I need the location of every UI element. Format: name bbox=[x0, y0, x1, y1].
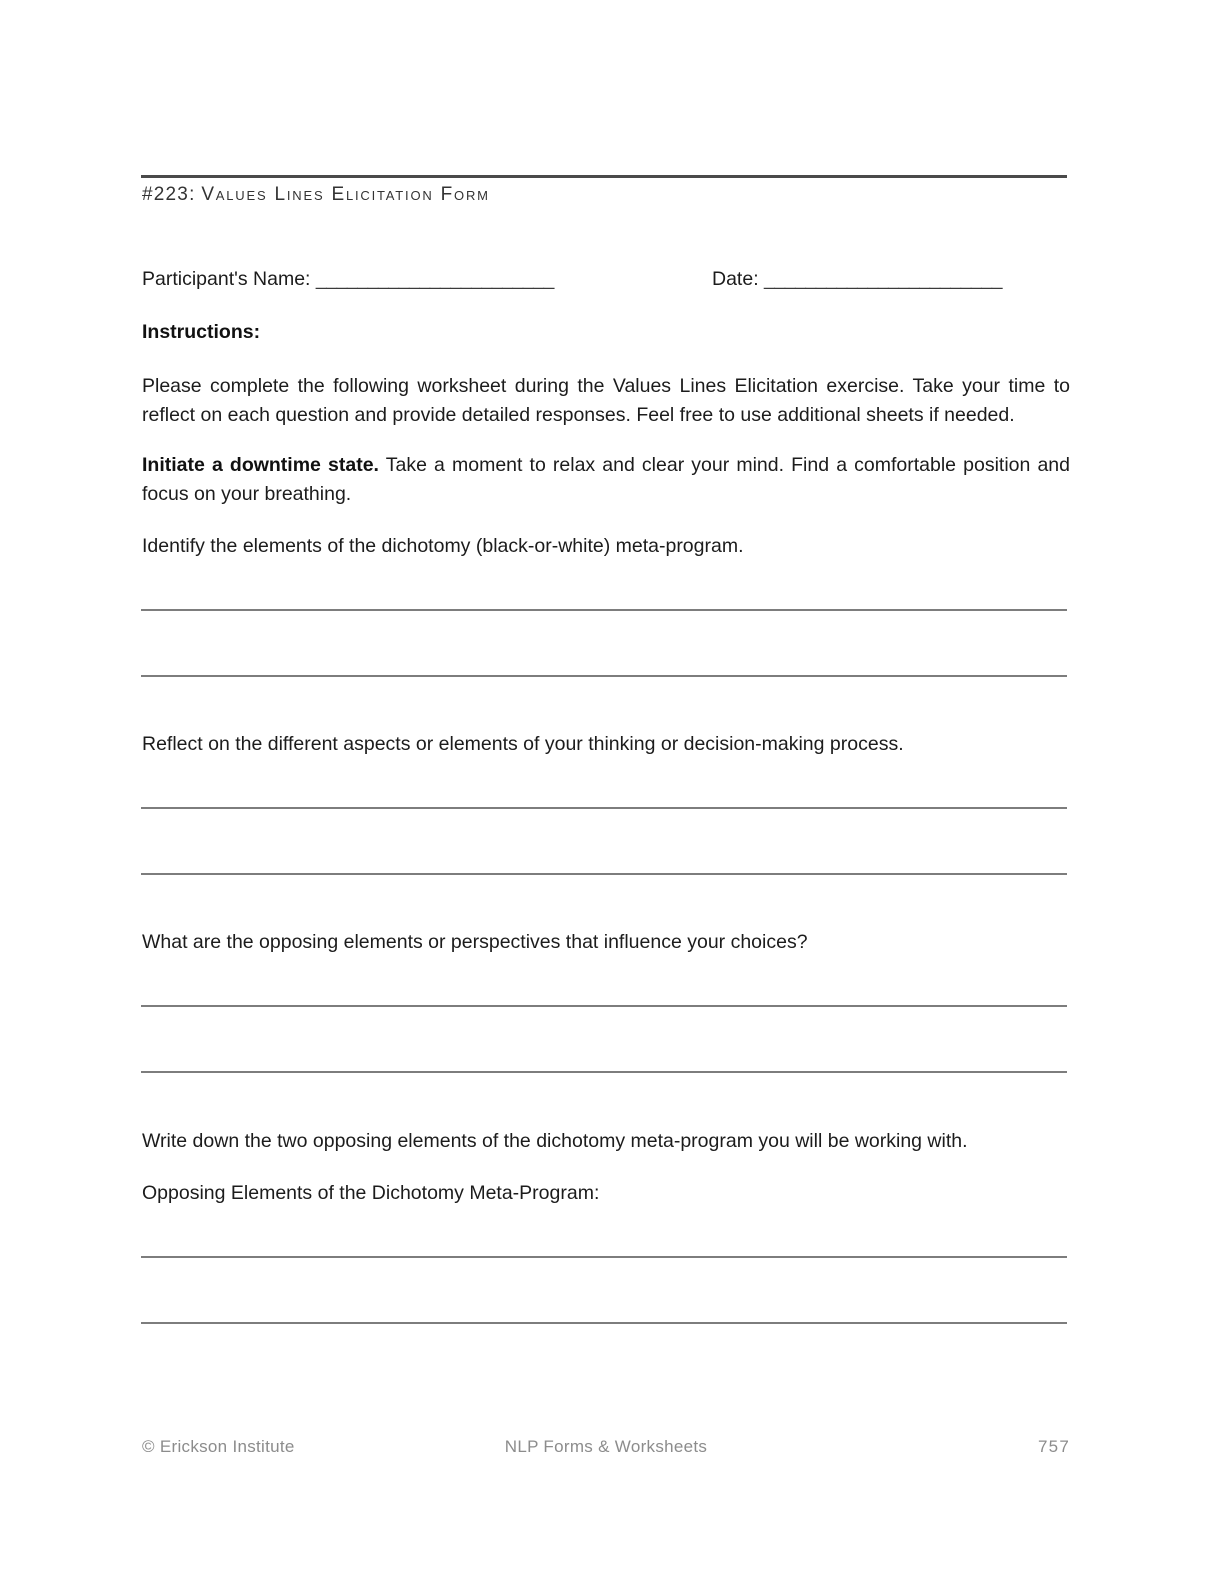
question-prompt-2: Reflect on the different aspects or elements of your thinking or decision-making process. bbox=[142, 733, 904, 755]
footer-page-number: 757 bbox=[1038, 1437, 1070, 1456]
form-title-text: Values Lines Elicitation Form bbox=[201, 184, 490, 205]
downtime-state-label: Initiate a downtime state. bbox=[142, 454, 379, 476]
participant-name-blank[interactable]: _______________________ bbox=[315, 268, 554, 290]
answer-line-4b[interactable] bbox=[141, 1322, 1067, 1324]
question-prompt-4: Write down the two opposing elements of the dichotomy meta-program you will be working with. bbox=[142, 1130, 968, 1152]
question-prompt-1: Identify the elements of the dichotomy (black-or-white) meta-program. bbox=[142, 535, 744, 557]
instructions-heading: Instructions: bbox=[142, 321, 261, 343]
question-prompt-3: What are the opposing elements or perspectives that influence your choices? bbox=[142, 931, 808, 953]
footer-section-title: NLP Forms & Worksheets bbox=[504, 1437, 708, 1456]
date-field[interactable] bbox=[712, 268, 1002, 291]
downtime-state-text: Take a moment to relax and clear your mind. Find a comfortable position and focus on your breathing. bbox=[142, 454, 1070, 505]
participant-name-field[interactable] bbox=[142, 268, 554, 291]
answer-line-2b[interactable] bbox=[141, 873, 1067, 875]
answer-line-1b[interactable] bbox=[141, 675, 1067, 677]
question-subprompt-4: Opposing Elements of the Dichotomy Meta-Program: bbox=[142, 1182, 600, 1204]
answer-line-1a[interactable] bbox=[141, 609, 1067, 611]
page-title bbox=[142, 184, 490, 206]
page-footer bbox=[142, 1437, 1070, 1459]
footer-copyright: © Erickson Institute bbox=[142, 1437, 295, 1456]
answer-line-3b[interactable] bbox=[141, 1071, 1067, 1073]
header-divider-rule bbox=[141, 175, 1067, 178]
instructions-paragraph-2 bbox=[142, 451, 1070, 509]
date-label: Date: bbox=[712, 268, 759, 290]
participant-name-label: Participant's Name: bbox=[142, 268, 311, 290]
form-number: #223: bbox=[142, 184, 196, 205]
instructions-paragraph-1: Please complete the following worksheet during the Values Lines Elicitation exercise. Take your time to reflect on each question and provide detailed responses. Feel free to use additional sheets if needed. bbox=[142, 375, 1070, 426]
date-blank[interactable]: _______________________ bbox=[764, 268, 1002, 290]
answer-line-2a[interactable] bbox=[141, 807, 1067, 809]
answer-line-4a[interactable] bbox=[141, 1256, 1067, 1258]
answer-line-3a[interactable] bbox=[141, 1005, 1067, 1007]
